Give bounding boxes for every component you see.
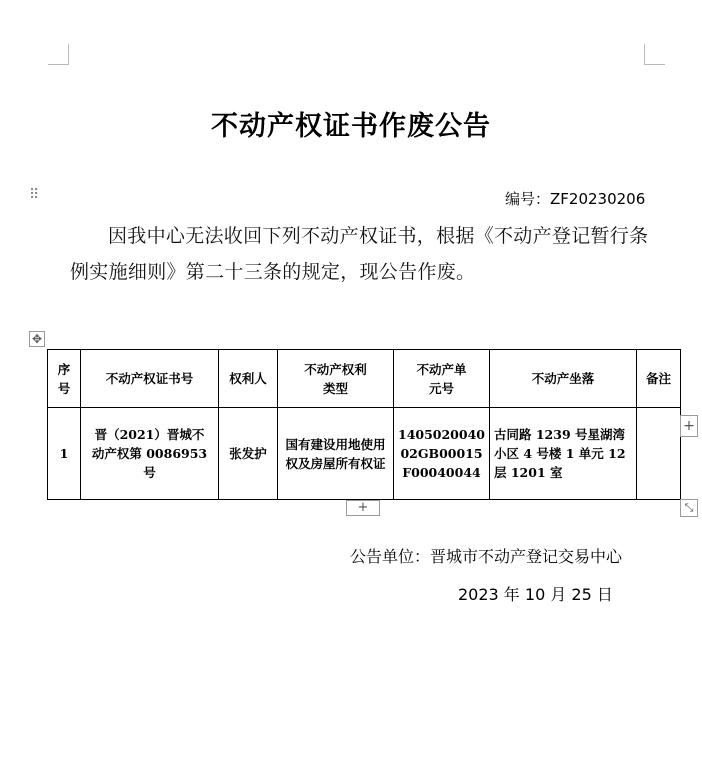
cell-unit-no[interactable]: 140502004002GB00015F00040044 [394,408,490,500]
add-column-icon[interactable]: + [680,415,698,437]
header-cert-no[interactable]: 不动产权证书号 [81,350,219,408]
page-title: 不动产权证书作废公告 [211,111,491,142]
header-holder[interactable]: 权利人 [219,350,278,408]
add-row-icon[interactable]: + [346,500,380,516]
page-corner-mark-top-left [48,44,69,65]
table-move-icon[interactable]: ✥ [29,331,45,347]
header-right-type[interactable]: 不动产权利类型 [278,350,394,408]
page-corner-mark-top-right [644,44,665,65]
table-header-row [48,350,681,408]
date-line: 2023 年 10 月 25 日 [458,585,613,604]
issuer-line: 公告单位：晋城市不动产登记交易中心 [350,547,623,566]
header-seq[interactable]: 序号 [48,350,81,408]
cell-right-type[interactable]: 国有建设用地使用权及房屋所有权证 [278,408,394,500]
document-number: 编号：ZF20230206 [505,190,646,208]
paragraph-drag-handle-icon[interactable]: ⠿ [29,187,38,203]
cell-location[interactable]: 古同路 1239 号星湖湾小区 4 号楼 1 单元 12 层 1201 室 [490,408,637,500]
cell-cert-no[interactable]: 晋（2021）晋城不动产权第 0086953 号 [81,408,219,500]
cell-holder[interactable]: 张发护 [219,408,278,500]
table-row [48,408,681,500]
header-unit-no[interactable]: 不动产单元号 [394,350,490,408]
header-location[interactable]: 不动产坐落 [490,350,637,408]
cell-seq[interactable]: 1 [48,408,81,500]
cell-remark[interactable] [637,408,681,500]
table-resize-icon[interactable]: ⤡ [680,499,698,517]
certificate-table [47,349,681,500]
header-remark[interactable]: 备注 [637,350,681,408]
announcement-paragraph: 因我中心无法收回下列不动产权证书，根据《不动产登记暂行条例实施细则》第二十三条的规定，现公告作废。 [70,225,649,283]
